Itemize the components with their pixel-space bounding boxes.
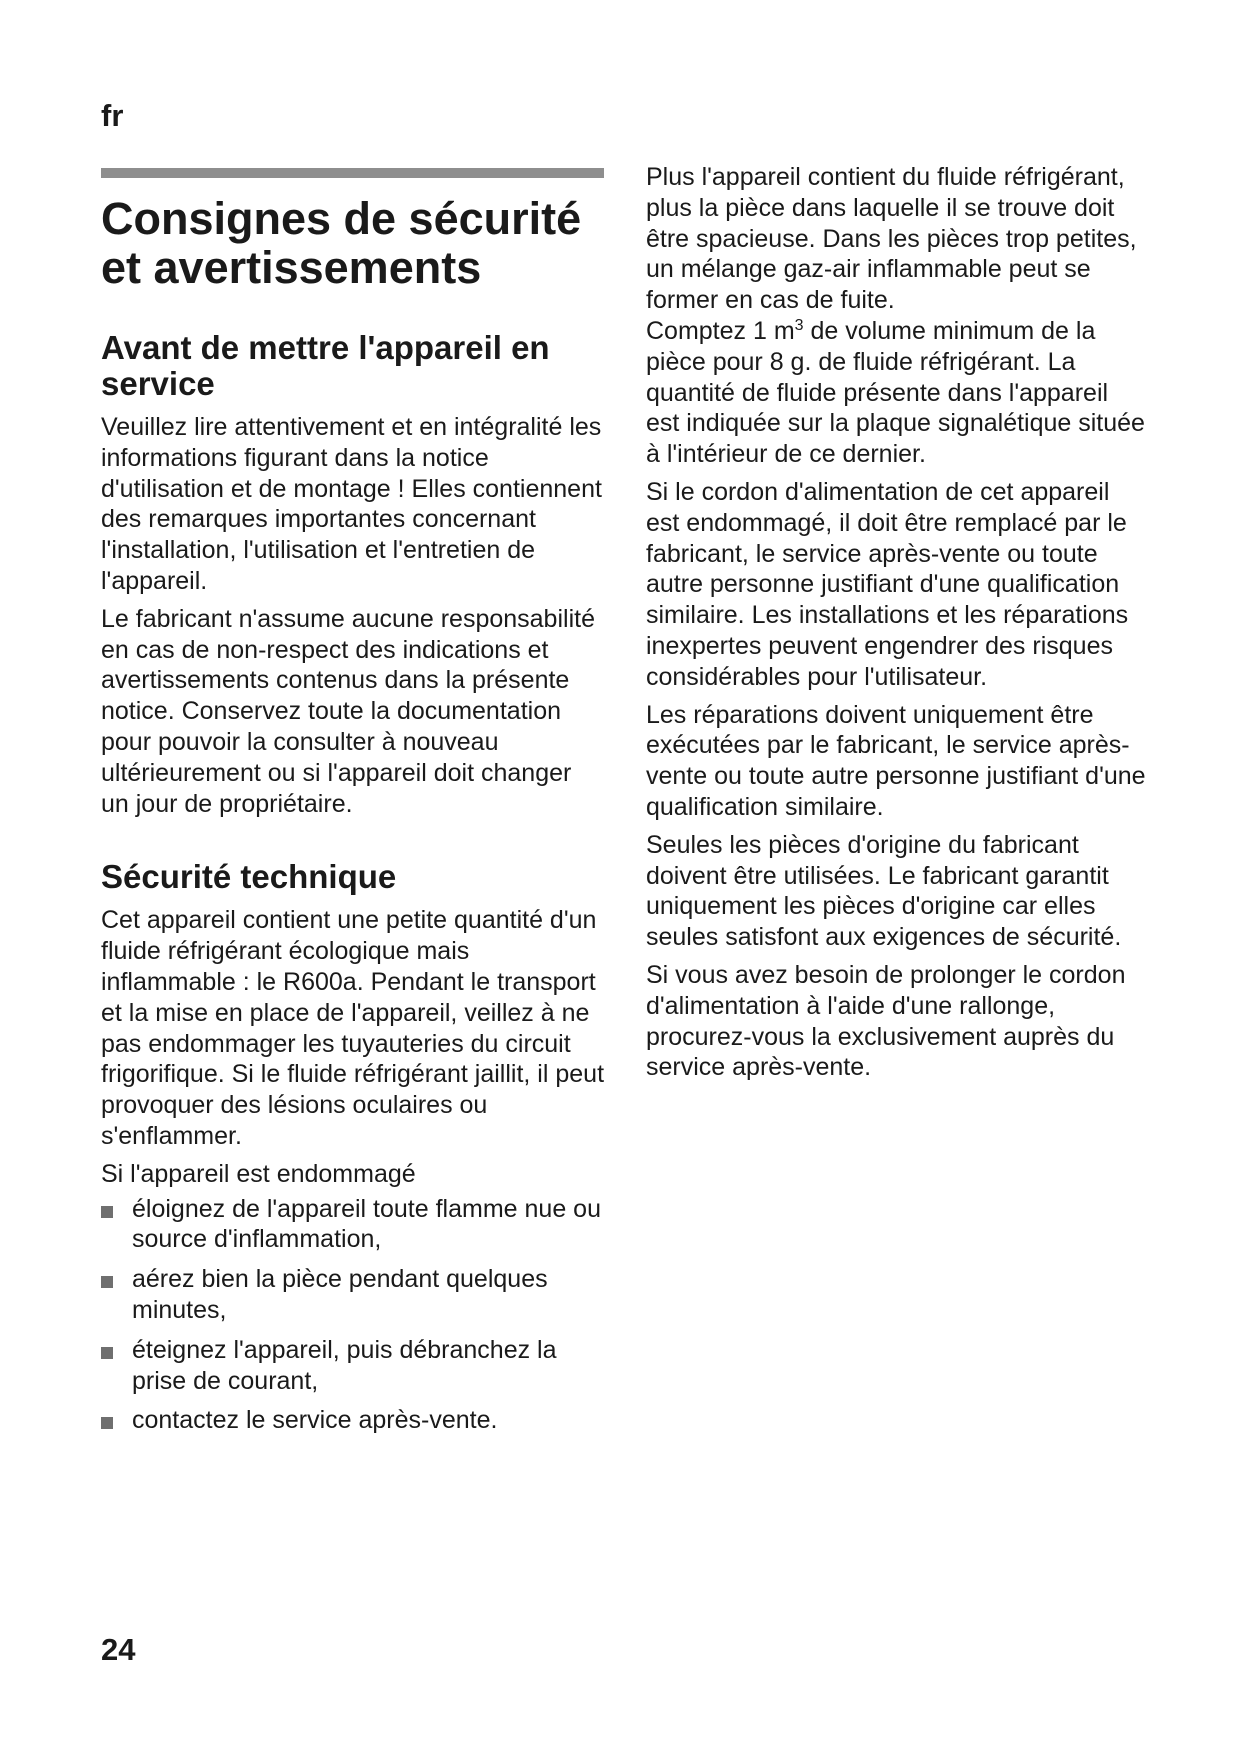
list-item-text: aérez bien la pièce pendant quelques minutes, (132, 1265, 548, 1324)
list-item (101, 1264, 604, 1326)
list-item-text: éteignez l'appareil, puis débranchez la prise de courant, (132, 1335, 557, 1395)
right-column (646, 162, 1146, 1090)
square-bullet-icon (101, 1276, 113, 1288)
list-item-text: contactez le service après-vente. (132, 1406, 498, 1435)
page-title-line-1: Consignes de sécurité (101, 193, 582, 244)
list-item-text: éloignez de l'appareil toute flamme nue ou source d'inflammation, (132, 1194, 601, 1254)
paragraph: Plus l'appareil contient du fluide réfrigérant, plus la pièce dans laquelle il se trouve doit être spacieuse. Dans les pièces trop petites, un mélange gaz-air inflammable peut se former en cas de fuite. (646, 163, 1137, 315)
paragraph: Veuillez lire attentivement et en intégralité les informations figurant dans la notice d'utilisation et de montage ! Elles contiennent des remarques importantes concernant l'installation, l'utilisation et l'entretien de l'appareil. (101, 413, 602, 595)
paragraph-text: de volume minimum de la pièce pour 8 g. de fluide réfrigérant. La quantité de fluide présente dans l'appareil est indiquée sur la plaque signalétique située à l'intérieur de ce dernier. (646, 316, 1145, 469)
safety-bullet-list (101, 1194, 604, 1437)
paragraph: Si l'appareil est endommagé (101, 1159, 416, 1188)
square-bullet-icon (101, 1206, 113, 1218)
paragraph-text: Comptez 1 m (646, 316, 795, 345)
page-title (101, 194, 604, 292)
square-bullet-icon (101, 1417, 113, 1429)
title-rule (101, 168, 604, 178)
paragraph: Les réparations doivent uniquement être exécutées par le fabricant, le service après-vente ou toute autre personne justifiant d'une qualification similaire. (646, 700, 1146, 821)
section-heading-technical-safety: Sécurité technique (101, 858, 397, 896)
left-column (101, 168, 604, 1445)
list-item (101, 1405, 604, 1436)
paragraph: Le fabricant n'assume aucune responsabilité en cas de non-respect des indications et avertissements contenus dans la présente notice. Conservez toute la documentation pour pouvoir la consulter à nouveau ultérieurement ou si l'appareil doit changer un jour de propriétaire. (101, 604, 595, 818)
language-code: fr (101, 98, 124, 133)
paragraph: Si le cordon d'alimentation de cet appareil est endommagé, il doit être remplacé par le fabricant, le service après-vente ou toute autre personne justifiant d'une qualification similaire. Les installations et les réparations inexpertes peuvent engendrer des risques considérables pour l'utilisateur. (646, 477, 1129, 691)
page-title-line-2: et avertissements (101, 242, 482, 293)
paragraph: Seules les pièces d'origine du fabricant doivent être utilisées. Le fabricant garantit uniquement les pièces d'origine car elles seules satisfont aux exigences de sécurité. (646, 830, 1122, 952)
paragraph (646, 316, 1146, 470)
page-number: 24 (101, 1632, 136, 1667)
paragraph: Si vous avez besoin de prolonger le cordon d'alimentation à l'aide d'une rallonge, procurez-vous la exclusivement auprès du service après-vente. (646, 960, 1126, 1082)
section-heading-before-use: Avant de mettre l'appareil en service (101, 329, 550, 402)
list-item (101, 1335, 604, 1397)
square-bullet-icon (101, 1347, 113, 1359)
paragraph: Cet appareil contient une petite quantité d'un fluide réfrigérant écologique mais inflammable : le R600a. Pendant le transport et la mise en place de l'appareil, veillez à ne pas endommager les tuyauteries du circuit frigorifique. Si le fluide réfrigérant jaillit, il peut provoquer des lésions oculaires ou s'enflammer. (101, 906, 605, 1150)
list-item (101, 1194, 604, 1256)
superscript: 3 (794, 316, 804, 334)
